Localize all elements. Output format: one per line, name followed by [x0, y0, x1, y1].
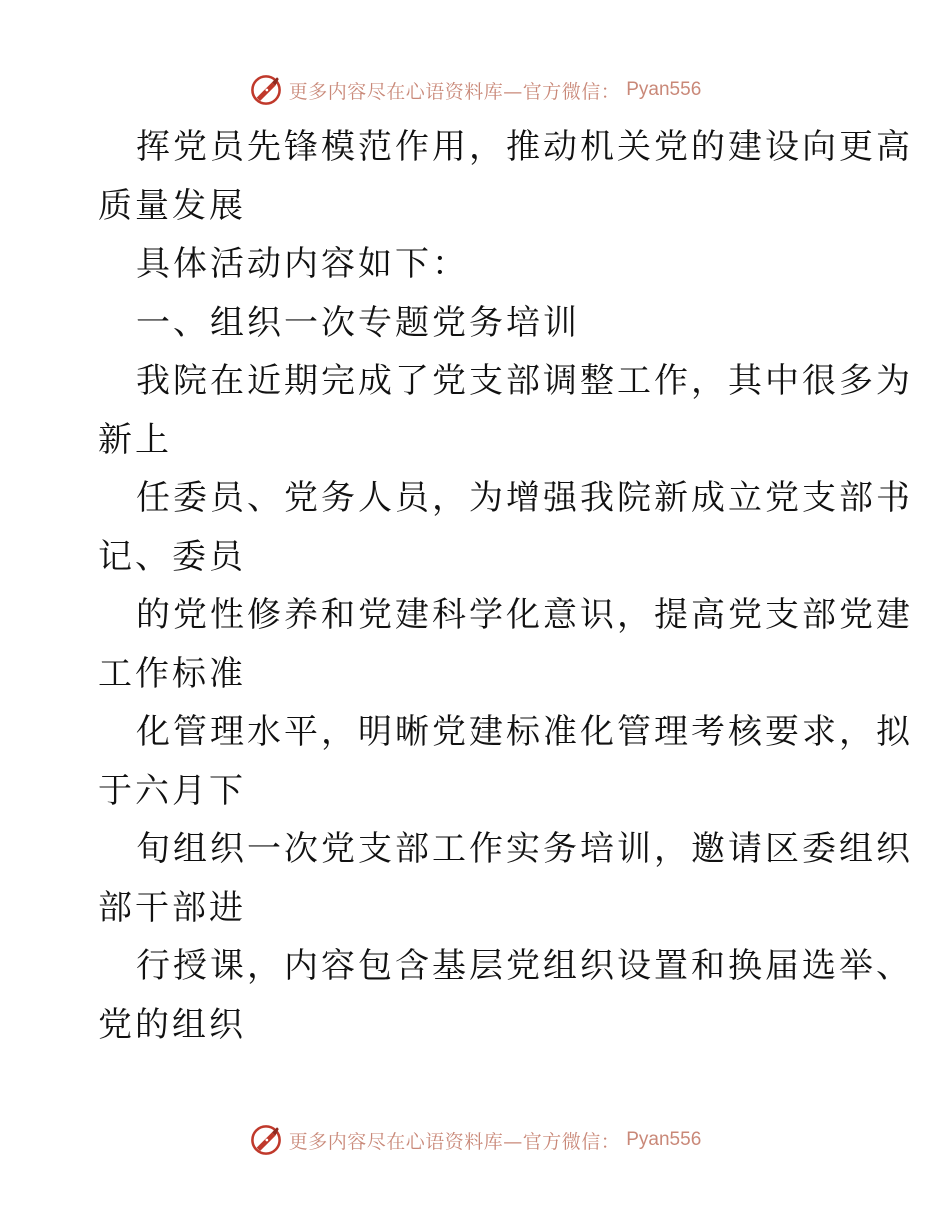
watermark-text: 更多内容尽在心语资料库—官方微信：: [288, 80, 621, 103]
body-line: 部干部进: [98, 887, 246, 928]
body-line: 任委员、党务人员，为增强我院新成立党支部书: [136, 478, 913, 518]
watermark-text: 更多内容尽在心语资料库—官方微信：: [288, 1130, 621, 1153]
body-line: 化管理水平，明晰党建标准化管理考核要求，拟: [136, 712, 913, 752]
body-line: 于六月下: [98, 770, 246, 811]
body-line: 旬组织一次党支部工作实务培训，邀请区委组织: [136, 829, 913, 869]
body-line: 记、委员: [98, 536, 246, 577]
body-line: 具体活动内容如下：: [136, 244, 469, 284]
watermark-wechat-id: Pyan556: [626, 79, 702, 100]
footer-watermark: [0, 1120, 950, 1160]
body-line: 质量发展: [98, 185, 246, 226]
body-line: 的党性修养和党建科学化意识，提高党支部党建: [136, 595, 913, 635]
document-body: [98, 118, 913, 1054]
body-line: 行授课，内容包含基层党组织设置和换届选举、: [136, 946, 913, 986]
header-watermark: [0, 70, 950, 110]
body-line: 新上: [98, 419, 172, 460]
section-heading: 一、组织一次专题党务培训: [136, 302, 580, 343]
watermark-wechat-id: Pyan556: [626, 1129, 702, 1150]
pen-nib-logo-icon: [249, 73, 283, 107]
body-line: 工作标准: [98, 653, 246, 694]
body-line: 党的组织: [98, 1004, 246, 1045]
body-line: 挥党员先锋模范作用，推动机关党的建设向更高: [136, 127, 913, 167]
pen-nib-logo-icon: [249, 1123, 283, 1157]
body-line: 我院在近期完成了党支部调整工作，其中很多为: [136, 361, 913, 401]
